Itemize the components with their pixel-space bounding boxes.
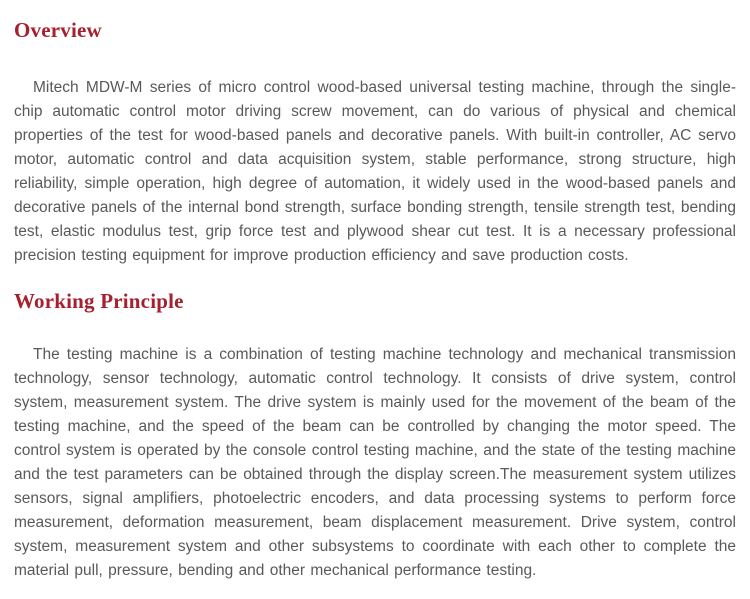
working-principle-paragraph: The testing machine is a combination of testing machine technology and mechanical transmission technology, sensor technology, automatic control technology. It consists of drive system, control system, measurement system. The drive system is mainly used for the movement of the beam of the testing machine, and the speed of the beam can be controlled by changing the motor speed. The control system is operated by the console control testing machine, and the state of the testing machine and the test parameters can be obtained through the display screen.The measurement system utilizes sensors, signal amplifiers, photoelectric encoders, and data processing systems to perform force measurement, deformation measurement, beam displacement measurement. Drive system, control system, measurement system and other subsystems to coordinate with each other to complete the material pull, pressure, bending and other mechanical performance testing. — [14, 346, 736, 579]
section-overview — [14, 20, 736, 268]
working-principle-heading: Working Principle — [14, 289, 184, 313]
section-working-principle — [14, 291, 736, 583]
overview-paragraph: Mitech MDW-M series of micro control wood-based universal testing machine, through the single-chip automatic control motor driving screw movement, can do various of physical and chemical properties of the test for wood-based panels and decorative panels. With built-in controller, AC servo motor, automatic control and data acquisition system, stable performance, strong structure, high reliability, simple operation, high degree of automation, it widely used in the wood-based panels and decorative panels of the internal bond strength, surface bonding strength, tensile strength test, bending test, elastic modulus test, grip force test and plywood shear cut test. It is a necessary professional precision testing equipment for improve production efficiency and save production costs. — [14, 79, 736, 264]
overview-heading: Overview — [14, 18, 102, 42]
